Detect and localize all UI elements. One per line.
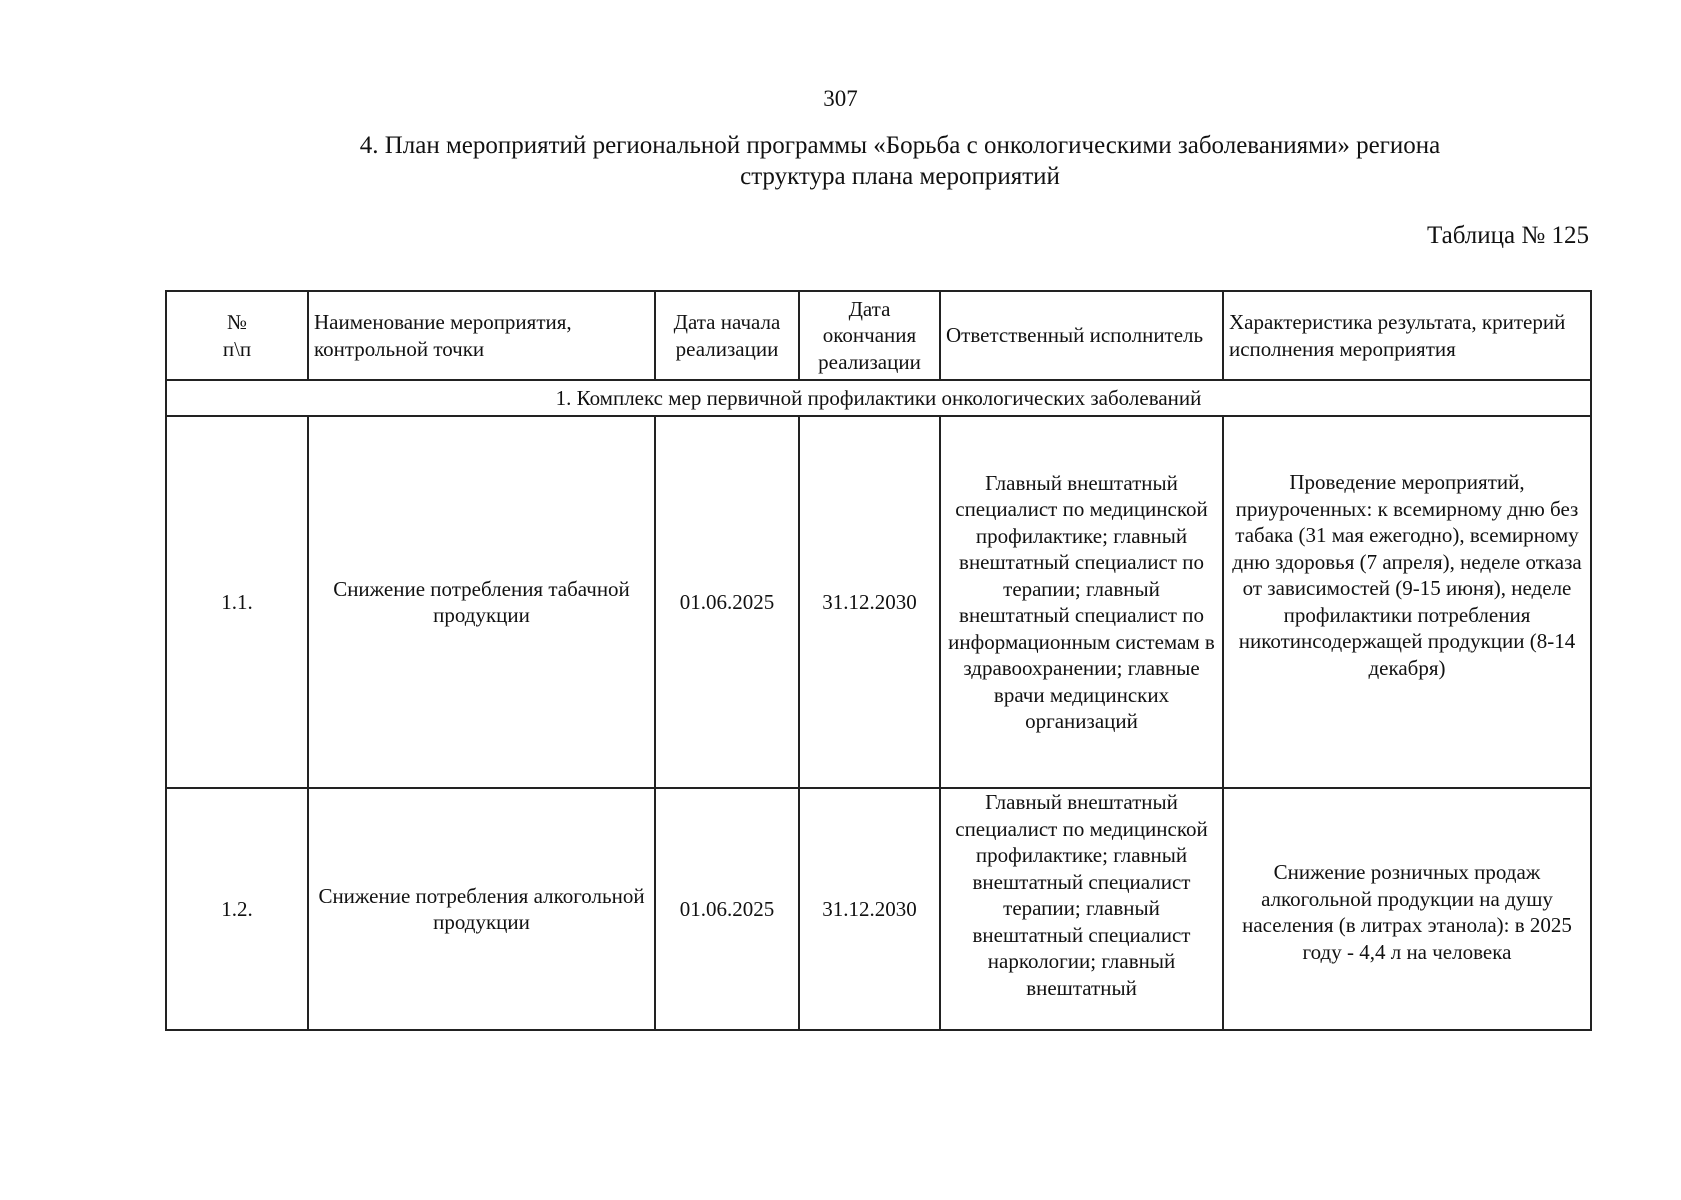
plan-table xyxy=(165,290,1592,1031)
row-result: Проведение мероприятий, приуроченных: к всемирному дню без табака (31 мая ежегодно), всемирному дню здоровья (7 апреля), неделе отказа от зависимостей (9-15 июня), неделе профилактики потребления никотинсодержащей продукции (8-14 декабря) xyxy=(1223,416,1591,788)
table-header-row xyxy=(166,291,1591,380)
title-line-2: структура плана мероприятий xyxy=(740,163,1060,190)
table-row xyxy=(166,416,1591,788)
section-row xyxy=(166,380,1591,416)
header-end-date: Дата окончания реализации xyxy=(799,291,940,380)
row-result: Снижение розничных продаж алкогольной продукции на душу населения (в литрах этанола): в 2025 году - 4,4 л на человека xyxy=(1223,788,1591,1030)
row-end-date: 31.12.2030 xyxy=(799,416,940,788)
row-name: Снижение потребления алкогольной продукции xyxy=(308,788,655,1030)
row-responsible: Главный внештатный специалист по медицинской профилактике; главный внештатный специалист по терапии; главный внештатный специалист по информационным системам в здравоохранении; главные врачи медицинских организаций xyxy=(940,416,1223,788)
header-name: Наименование мероприятия, контрольной точки xyxy=(308,291,655,380)
row-num: 1.1. xyxy=(166,416,308,788)
header-responsible: Ответственный исполнитель xyxy=(940,291,1223,380)
header-start-date: Дата начала реализации xyxy=(655,291,799,380)
section-title: 1. Комплекс мер первичной профилактики онкологических заболеваний xyxy=(166,380,1591,416)
row-start-date: 01.06.2025 xyxy=(655,788,799,1030)
header-result: Характеристика результата, критерий исполнения мероприятия xyxy=(1223,291,1591,380)
table-caption: Таблица № 125 xyxy=(1426,222,1589,249)
document-title xyxy=(300,130,1500,192)
row-start-date: 01.06.2025 xyxy=(655,416,799,788)
header-num: № п\п xyxy=(166,291,308,380)
table-row xyxy=(166,788,1591,1030)
title-line-1: 4. План мероприятий региональной программы «Борьба с онкологическими заболеваниями» региона xyxy=(359,132,1441,159)
row-num: 1.2. xyxy=(166,788,308,1030)
row-name: Снижение потребления табачной продукции xyxy=(308,416,655,788)
row-responsible: Главный внештатный специалист по медицинской профилактике; главный внештатный специалист терапии; главный внештатный специалист наркологии; главный внештатный xyxy=(940,788,1223,1030)
row-end-date: 31.12.2030 xyxy=(799,788,940,1030)
page-number: 307 xyxy=(823,86,858,111)
